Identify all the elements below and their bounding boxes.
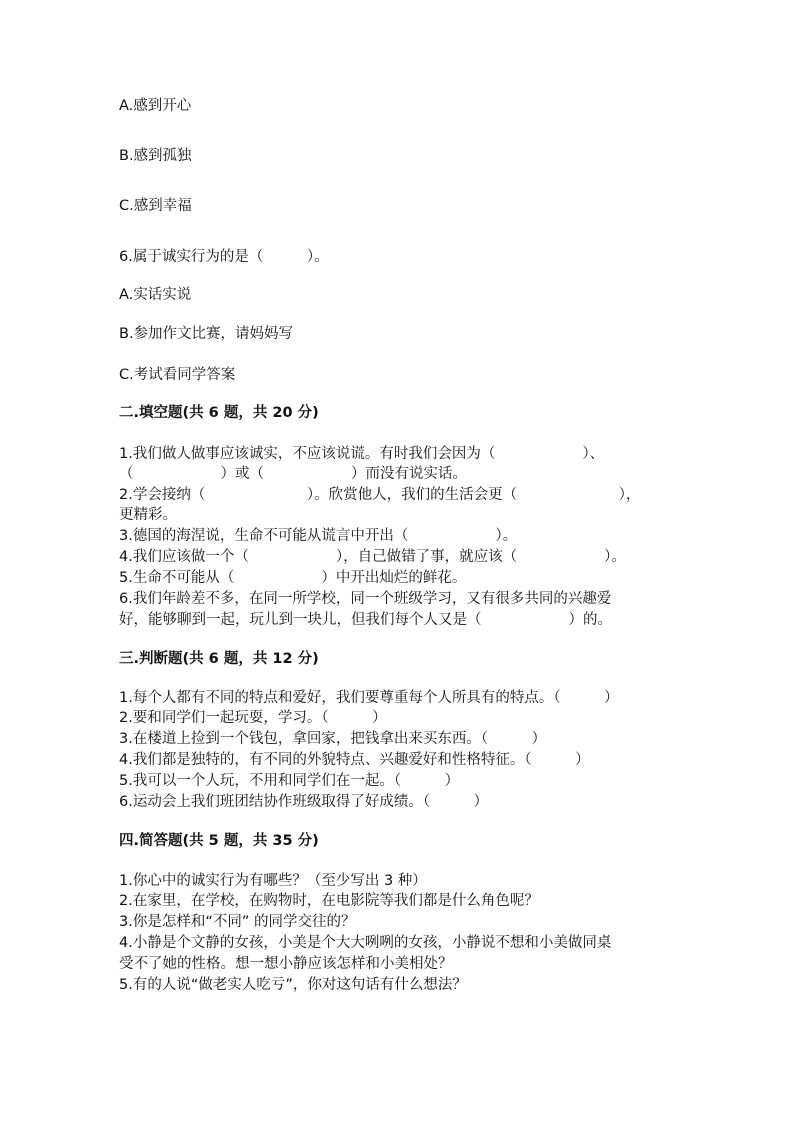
q6-option-b: B.参加作文比赛，请妈妈写 [119,326,294,342]
fill-line: 2.学会接纳（ ）。欣赏他人，我们的生活会更（ ）， [119,487,641,503]
judge-line: 5.我可以一个人玩，不用和同学们在一起。（ ） [119,773,460,789]
judge-line: 4.我们都是独特的，有不同的外貌特点、兴趣爱好和性格特征。（ ） [119,752,590,768]
fill-line: 3.德国的海涅说，生命不可能从谎言中开出（ ）。 [119,528,518,544]
short-section-title: 四.简答题(共 5 题，共 35 分) [119,833,319,849]
short-line: 受不了她的性格。想一想小静应该怎样和小美相处？ [119,956,453,972]
q6-stem: 6.属于诚实行为的是（ ）。 [119,249,329,265]
q5-option-c: C.感到幸福 [119,198,192,214]
fill-section-title: 二.填空题(共 6 题，共 20 分) [119,405,319,421]
fill-line: 4.我们应该做一个（ ），自己做错了事，就应该（ ）。 [119,549,626,565]
short-line: 4.小静是个文静的女孩，小美是个大大咧咧的女孩，小静说不想和小美做同桌 [119,935,612,951]
judge-line: 3.在楼道上捡到一个钱包，拿回家，把钱拿出来买东西。（ ） [119,731,547,747]
fill-line: 5.生命不可能从（ ）中开出灿烂的鲜花。 [119,570,467,586]
short-line: 5.有的人说“做老实人吃亏”，你对这句话有什么想法？ [119,977,467,993]
q5-option-b: B.感到孤独 [119,148,192,164]
q6-option-c: C.考试看同学答案 [119,367,236,383]
fill-line: 1.我们做人做事应该诚实，不应该说谎。有时我们会因为（ ）、 [119,446,605,462]
judge-line: 1.每个人都有不同的特点和爱好，我们要尊重每个人所具有的特点。（ ） [119,690,619,706]
q5-option-a: A.感到开心 [119,98,192,114]
judge-line: 6.运动会上我们班团结协作班级取得了好成绩。（ ） [119,794,489,810]
short-line: 3.你是怎样和“不同” 的同学交往的？ [119,914,356,930]
short-line: 2.在家里，在学校，在购物时，在电影院等我们都是什么角色呢？ [119,893,539,909]
short-line: 1.你心中的诚实行为有哪些？（至少写出 3 种） [119,873,427,889]
judge-line: 2.要和同学们一起玩耍，学习。（ ） [119,710,387,726]
judge-section-title: 三.判断题(共 6 题，共 12 分) [119,651,319,667]
fill-line: 更精彩。 [119,507,177,523]
fill-line: 好，能够聊到一起，玩儿到一块儿，但我们每个人又是（ ）的。 [119,612,612,628]
fill-line: 6.我们年龄差不多，在同一所学校，同一个班级学习，又有很多共同的兴趣爱 [119,591,612,607]
fill-line: （ ）或（ ）而没有说实话。 [119,466,467,482]
q6-option-a: A.实话实说 [119,287,192,303]
